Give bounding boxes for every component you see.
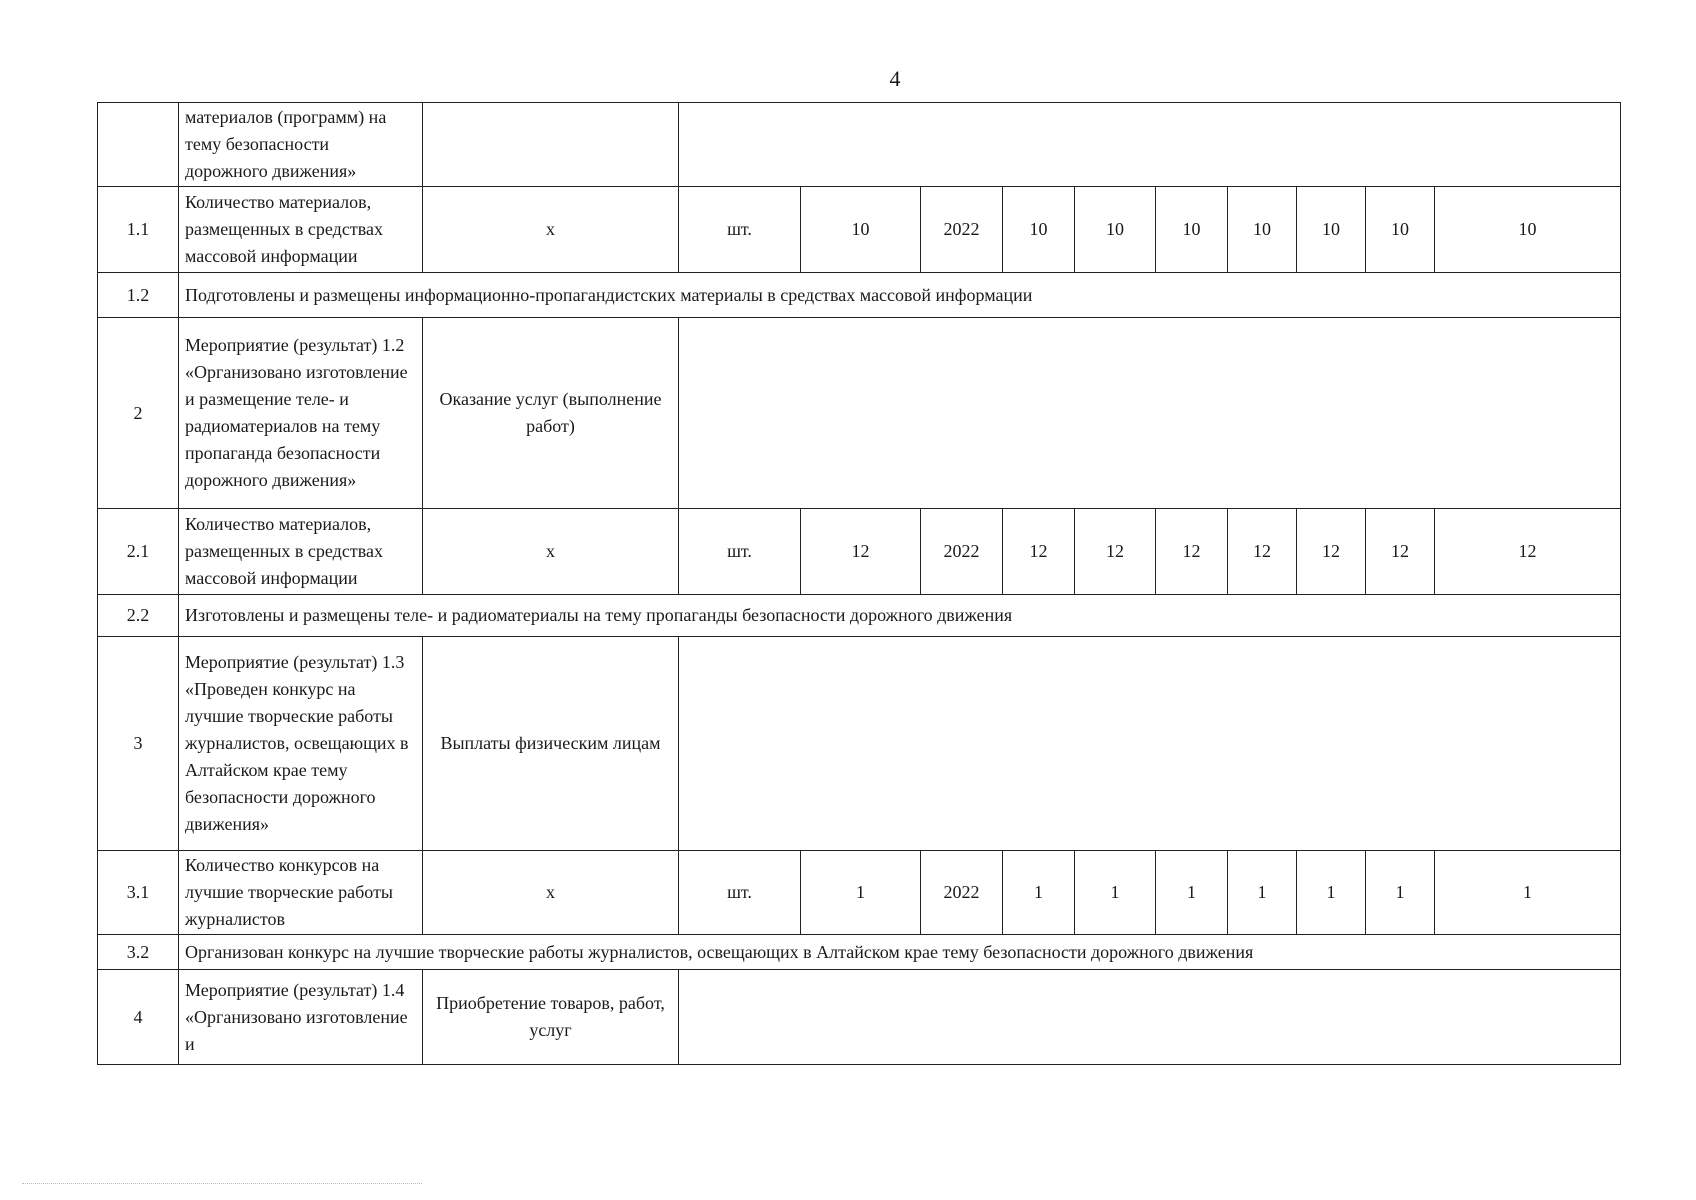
event-name: Мероприятие (результат) 1.4 «Организовано изготовление и: [179, 970, 423, 1065]
base-year: 2022: [921, 187, 1003, 273]
event-type: Приобретение товаров, работ, услуг: [423, 970, 679, 1065]
row-number: 2.1: [98, 509, 179, 595]
table-row: [98, 595, 1621, 637]
year-value: 12: [1366, 509, 1435, 595]
event-name: Мероприятие (результат) 1.3 «Проведен конкурс на лучшие творческие работы журналистов, освещающих в Алтайском крае тему безопасности дорожного движения»: [179, 637, 423, 851]
table-row: [98, 935, 1621, 970]
table-row: [98, 970, 1621, 1065]
table-row: [98, 509, 1621, 595]
event-type: Выплаты физическим лицам: [423, 637, 679, 851]
year-value: 10: [1297, 187, 1366, 273]
final-value: 10: [1435, 187, 1621, 273]
event-type: х: [423, 851, 679, 935]
table-row: [98, 273, 1621, 318]
table-row: [98, 637, 1621, 851]
empty-cell: [679, 637, 1621, 851]
row-number: 2.2: [98, 595, 179, 637]
base-year: 2022: [921, 509, 1003, 595]
indicator-name: Количество материалов, размещенных в средствах массовой информации: [179, 509, 423, 595]
base-value: 1: [801, 851, 921, 935]
row-number: 4: [98, 970, 179, 1065]
year-value: 10: [1075, 187, 1156, 273]
year-value: 12: [1297, 509, 1366, 595]
year-value: 10: [1228, 187, 1297, 273]
final-value: 12: [1435, 509, 1621, 595]
table-row: [98, 103, 1621, 187]
indicator-name: Количество конкурсов на лучшие творческие работы журналистов: [179, 851, 423, 935]
table-row: [98, 187, 1621, 273]
row-number: 1.1: [98, 187, 179, 273]
event-type: Оказание услуг (выполнение работ): [423, 318, 679, 509]
unit: шт.: [679, 187, 801, 273]
result-description: Организован конкурс на лучшие творческие работы журналистов, освещающих в Алтайском крае тему безопасности дорожного движения: [179, 935, 1621, 970]
indicators-table: [97, 102, 1621, 1065]
result-description: Изготовлены и размещены теле- и радиоматериалы на тему пропаганды безопасности дорожного движения: [179, 595, 1621, 637]
event-name: Мероприятие (результат) 1.2 «Организовано изготовление и размещение теле- и радиоматериалов на тему пропаганда безопасности дорожного движения»: [179, 318, 423, 509]
empty-cell: [679, 103, 1621, 187]
page-number: 4: [889, 66, 901, 91]
table-row: [98, 318, 1621, 509]
year-value: 12: [1156, 509, 1228, 595]
base-year: 2022: [921, 851, 1003, 935]
year-value: 1: [1003, 851, 1075, 935]
year-value: 1: [1156, 851, 1228, 935]
empty-cell: [679, 318, 1621, 509]
year-value: 12: [1075, 509, 1156, 595]
year-value: 1: [1075, 851, 1156, 935]
base-value: 12: [801, 509, 921, 595]
event-type: х: [423, 509, 679, 595]
event-type: х: [423, 187, 679, 273]
empty-cell: [679, 970, 1621, 1065]
base-value: 10: [801, 187, 921, 273]
year-value: 1: [1228, 851, 1297, 935]
year-value: 10: [1003, 187, 1075, 273]
event-type: [423, 103, 679, 187]
row-number: 2: [98, 318, 179, 509]
year-value: 12: [1228, 509, 1297, 595]
row-number: 3.1: [98, 851, 179, 935]
unit: шт.: [679, 509, 801, 595]
scan-artifact: [22, 1183, 422, 1185]
year-value: 1: [1297, 851, 1366, 935]
row-number: 3: [98, 637, 179, 851]
unit: шт.: [679, 851, 801, 935]
row-number: 3.2: [98, 935, 179, 970]
year-value: 10: [1366, 187, 1435, 273]
result-description: Подготовлены и размещены информационно-пропагандистских материалы в средствах массовой информации: [179, 273, 1621, 318]
final-value: 1: [1435, 851, 1621, 935]
year-value: 12: [1003, 509, 1075, 595]
event-name: материалов (программ) на тему безопасности дорожного движения»: [179, 103, 423, 187]
row-number: [98, 103, 179, 187]
year-value: 10: [1156, 187, 1228, 273]
row-number: 1.2: [98, 273, 179, 318]
indicator-name: Количество материалов, размещенных в средствах массовой информации: [179, 187, 423, 273]
table-row: [98, 851, 1621, 935]
year-value: 1: [1366, 851, 1435, 935]
